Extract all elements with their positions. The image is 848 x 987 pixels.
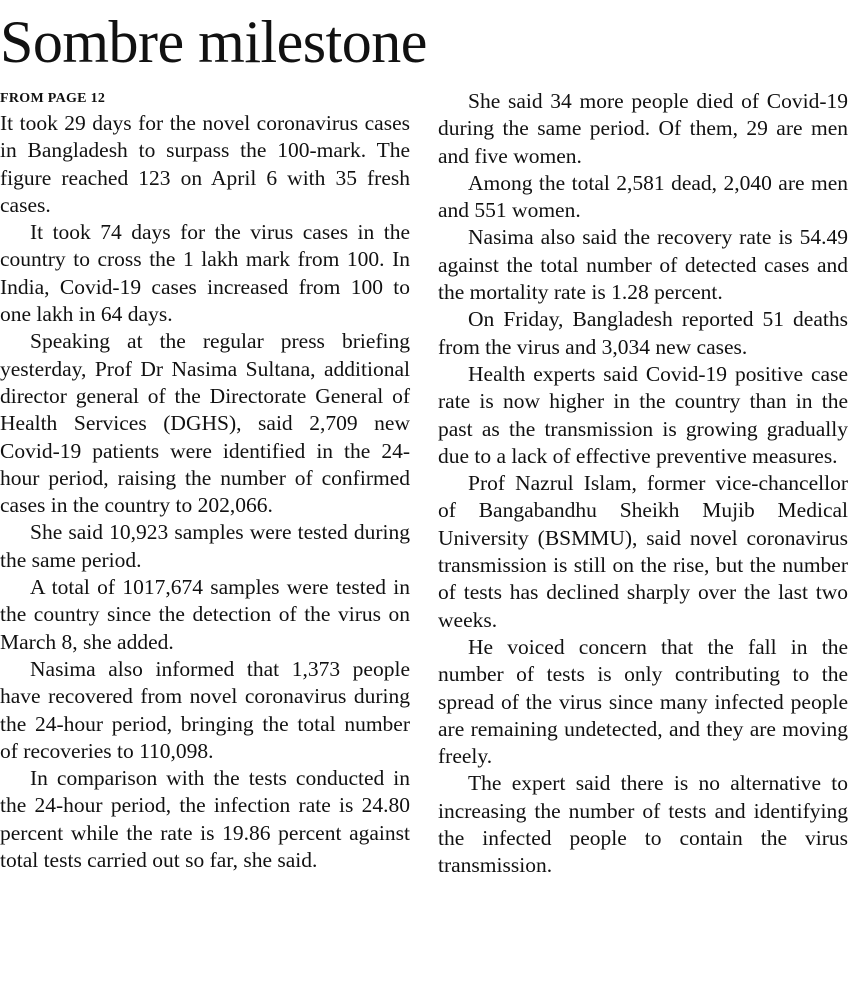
paragraph: Speaking at the regular press briefing yesterday, Prof Dr Nasima Sultana, additional director general of the Directorate General of Health Services (DGHS), said 2,709 new Covid-19 patients were identified in the 24-hour period, raising the number of confirmed cases in the country to 202,066.: [0, 329, 410, 518]
right-column: [438, 88, 848, 880]
paragraph: It took 29 days for the novel coronavirus cases in Bangladesh to surpass the 100-mark. The figure reached 123 on April 6 with 35 fresh cases.: [0, 111, 410, 217]
paragraph: The expert said there is no alternative to increasing the number of tests and identifying the infected people to contain the virus transmission.: [438, 771, 848, 878]
paragraph: Nasima also said the recovery rate is 54.49 against the total number of detected cases and the mortality rate is 1.28 percent.: [438, 225, 848, 305]
paragraph: Among the total 2,581 dead, 2,040 are men and 551 women.: [438, 170, 848, 223]
paragraph: In comparison with the tests conducted in the 24-hour period, the infection rate is 24.80 percent while the rate is 19.86 percent against total tests carried out so far, she said.: [0, 766, 410, 873]
paragraph: Nasima also informed that 1,373 people have recovered from novel coronavirus during the 24-hour period, bringing the total number of recoveries to 110,098.: [0, 656, 410, 763]
paragraph: He voiced concern that the fall in the number of tests is only contributing to the spread of the virus since many infected people are remaining undetected, and they are moving freely.: [438, 634, 848, 769]
paragraph: On Friday, Bangladesh reported 51 deaths from the virus and 3,034 new cases.: [438, 307, 848, 359]
kicker: FROM PAGE 12: [0, 91, 106, 106]
left-column: [0, 88, 410, 874]
paragraph: It took 74 days for the virus cases in the country to cross the 1 lakh mark from 100. In India, Covid-19 cases increased from 100 to one lakh in 64 days.: [0, 220, 410, 327]
paragraph: Prof Nazrul Islam, former vice-chancellor of Bangabandhu Sheikh Mujib Medical University (BSMMU), said novel coronavirus transmission is still on the rise, but the number of tests has declined sharply over the last two weeks.: [438, 471, 848, 632]
headline: Sombre milestone: [0, 9, 427, 75]
paragraph: She said 10,923 samples were tested during the same period.: [0, 520, 410, 572]
paragraph: Health experts said Covid-19 positive case rate is now higher in the country than in the past as the transmission is growing gradually due to a lack of effective preventive measures.: [438, 361, 848, 468]
paragraph: A total of 1017,674 samples were tested in the country since the detection of the virus on March 8, she added.: [0, 575, 410, 654]
paragraph: She said 34 more people died of Covid-19 during the same period. Of them, 29 are men and five women.: [438, 89, 848, 168]
